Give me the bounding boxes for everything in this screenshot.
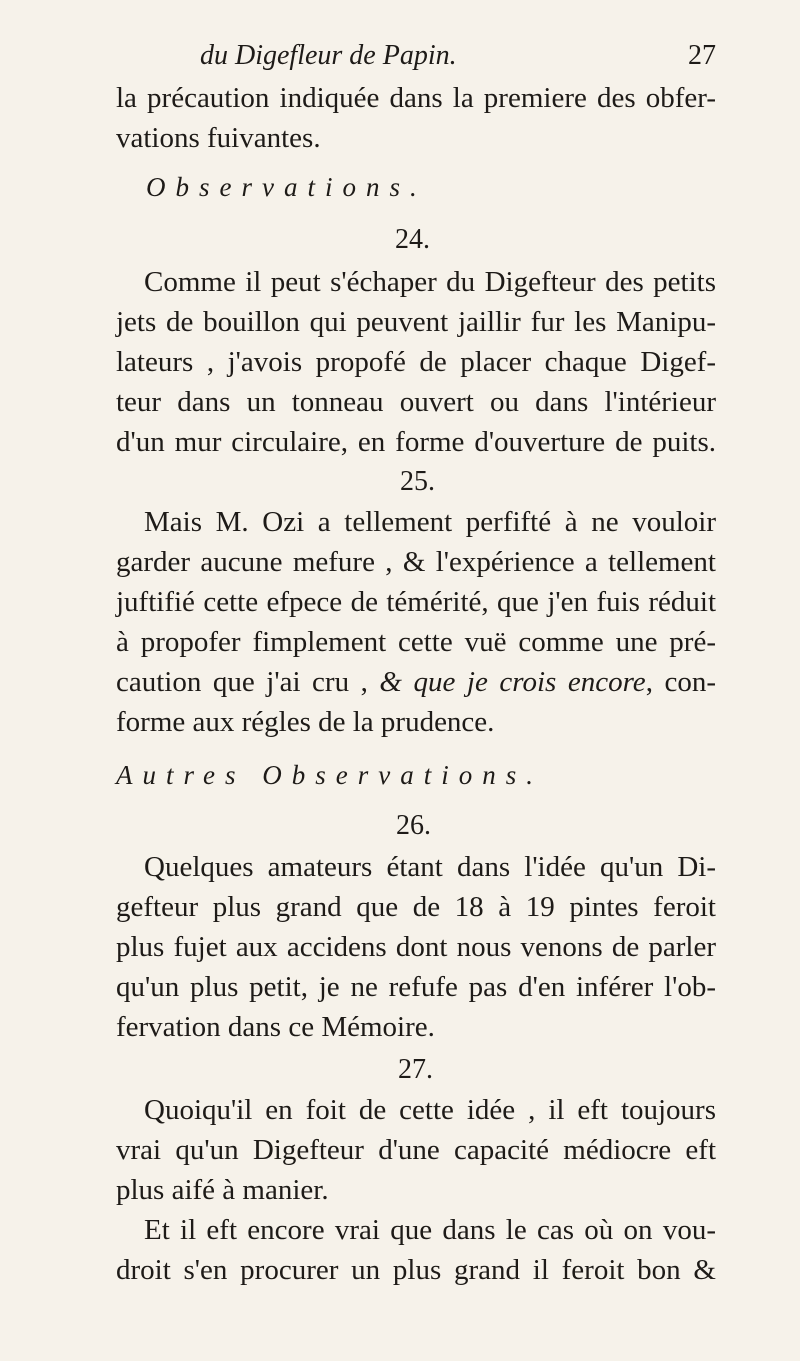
text-line: teur dans un tonneau ouvert ou dans l'intérieur <box>116 386 716 418</box>
paragraph-number: 25. <box>400 466 435 497</box>
text-line: vrai qu'un Digefteur d'une capacité médiocre eft <box>116 1134 716 1166</box>
text-line: Et il eft encore vrai que dans le cas où on vou- <box>144 1214 716 1246</box>
text-line: Mais M. Ozi a tellement perfifté à ne vouloir <box>144 506 716 538</box>
text-line: jets de bouillon qui peuvent jaillir fur les Manipu- <box>116 306 716 338</box>
section-heading: Observations. <box>146 172 427 202</box>
text-line: droit s'en procurer un plus grand il feroit bon & <box>116 1254 716 1286</box>
text-line: forme aux régles de la prudence. <box>116 706 495 738</box>
text-line: plus fujet aux accidens dont nous venons de parler <box>116 931 716 963</box>
text-segment: , con- <box>645 666 717 698</box>
text-line-with-italic <box>116 662 716 702</box>
text-line: lateurs , j'avois propofé de placer chaque Digef- <box>116 346 716 378</box>
text-line: Quelques amateurs étant dans l'idée qu'un Di- <box>144 851 716 883</box>
section-heading: Autres Observations. <box>116 760 543 790</box>
paragraph-number: 24. <box>395 224 430 255</box>
text-line: fervation dans ce Mémoire. <box>116 1011 435 1043</box>
text-line: juftifié cette efpece de témérité, que j'en fuis réduit <box>116 586 716 618</box>
text-line: Quoiqu'il en foit de cette idée , il eft toujours <box>144 1094 716 1126</box>
italic-phrase: & que je crois encore <box>379 666 646 698</box>
text-line: Comme il peut s'échaper du Digefteur des petits <box>144 266 716 298</box>
text-line: la précaution indiquée dans la premiere des obfer- <box>116 82 716 114</box>
text-line: plus aifé à manier. <box>116 1174 329 1206</box>
text-line: d'un mur circulaire, en forme d'ouverture de puits. <box>116 426 716 458</box>
text-line: gefteur plus grand que de 18 à 19 pintes feroit <box>116 891 716 923</box>
running-title: du Digefleur de Papin. <box>200 40 457 71</box>
running-header <box>200 40 720 80</box>
paragraph-number: 27. <box>398 1054 433 1085</box>
text-line: à propofer fimplement cette vuë comme une pré- <box>116 626 716 658</box>
page-number: 27 <box>688 40 716 71</box>
text-line: vations fuivantes. <box>116 122 321 154</box>
text-line: qu'un plus petit, je ne refufe pas d'en inférer l'ob- <box>116 971 716 1003</box>
text-line: garder aucune mefure , & l'expérience a tellement <box>116 546 716 578</box>
text-segment: caution que j'ai cru , <box>116 666 380 698</box>
paragraph-number: 26. <box>396 810 431 841</box>
